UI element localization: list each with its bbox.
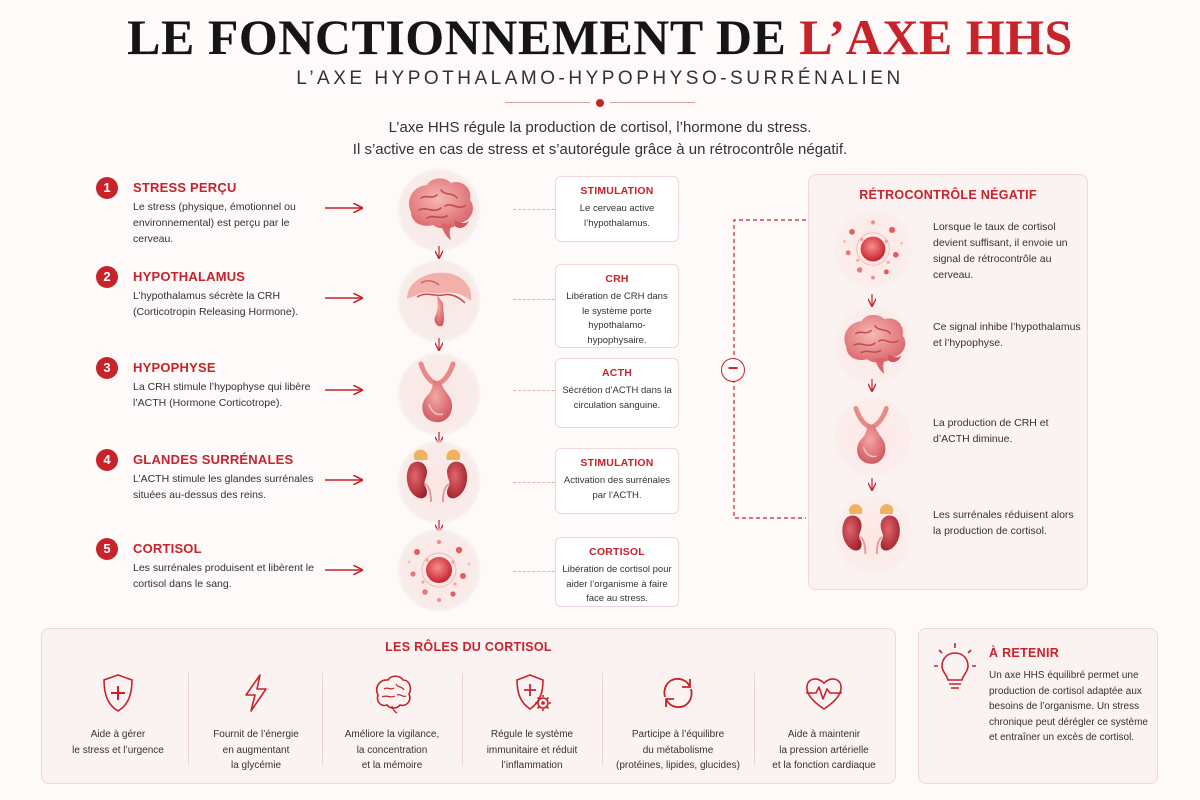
info-box-title: STIMULATION bbox=[580, 185, 654, 197]
hypothalamus-icon bbox=[397, 259, 481, 343]
divider bbox=[188, 673, 189, 765]
role-line: Fournit de l’énergie bbox=[213, 729, 299, 740]
step-number: 4 bbox=[96, 449, 118, 471]
divider bbox=[602, 673, 603, 765]
step-number: 2 bbox=[96, 266, 118, 288]
lightbulb-icon bbox=[933, 641, 977, 693]
step-title: HYPOTHALAMUS bbox=[133, 269, 246, 284]
role-item-3 bbox=[324, 671, 460, 779]
arrow-down-icon bbox=[868, 294, 876, 308]
brain-icon bbox=[833, 305, 913, 385]
info-box-text: Sécrétion d’ACTH dans la circulation sanguine. bbox=[562, 385, 672, 411]
retain-panel bbox=[918, 628, 1158, 784]
role-line: Aide à maintenir bbox=[787, 729, 861, 740]
roles-title: LES RÔLES DU CORTISOL bbox=[385, 640, 552, 654]
info-box-text: Activation des surrénales par l’ACTH. bbox=[563, 475, 671, 501]
connector-line bbox=[513, 482, 555, 483]
role-line: en augmentant bbox=[222, 744, 290, 756]
pituitary-icon bbox=[397, 352, 481, 436]
role-line: la concentration bbox=[356, 744, 428, 756]
cortisol-molecule-icon bbox=[833, 209, 913, 289]
step-description: Les surrénales produisent et libèrent le cortisol dans le sang. bbox=[133, 562, 314, 590]
cortisol-roles-panel bbox=[41, 628, 896, 784]
arrow-right-icon bbox=[325, 564, 365, 576]
connector-line bbox=[513, 209, 555, 210]
arrow-right-icon bbox=[325, 202, 365, 214]
shield-plus-icon bbox=[96, 671, 140, 715]
feedback-title: RÉTROCONTRÔLE NÉGATIF bbox=[859, 188, 1037, 202]
role-item-6 bbox=[756, 671, 892, 779]
retain-title: À RETENIR bbox=[989, 646, 1060, 660]
divider bbox=[462, 673, 463, 765]
role-line: et la fonction cardiaque bbox=[772, 760, 876, 771]
role-item-5 bbox=[604, 671, 752, 779]
title-accent: L’AXE HHS bbox=[799, 9, 1073, 65]
info-box-title: ACTH bbox=[602, 367, 632, 379]
connector-line bbox=[513, 390, 555, 391]
info-box-title: CRH bbox=[605, 273, 629, 285]
info-box-2 bbox=[555, 264, 679, 348]
step-title: CORTISOL bbox=[133, 541, 202, 556]
arrow-down-icon bbox=[435, 246, 443, 260]
step-title: GLANDES SURRÉNALES bbox=[133, 452, 294, 467]
step-description: L’hypothalamus sécrète la CRH (Corticotropin Releasing Hormone). bbox=[133, 290, 299, 318]
feedback-text: Lorsque le taux de cortisol devient suffisant, il envoie un signal de rétrocontrôle au cerveau. bbox=[933, 221, 1068, 281]
feedback-text: Les surrénales réduisent alors la production de cortisol. bbox=[933, 509, 1074, 537]
role-item-2 bbox=[190, 671, 322, 779]
retain-text: Un axe HHS équilibré permet une production de cortisol adaptée aux besoins de l’organisme. Un stress chronique peut dérégler ce système et entraîner un excès de cortisol. bbox=[989, 670, 1148, 743]
intro-line-2: Il s’active en cas de stress et s’autorégule grâce à un rétrocontrôle négatif. bbox=[352, 141, 848, 158]
info-box-title: STIMULATION bbox=[580, 457, 654, 469]
arrow-down-icon bbox=[435, 338, 443, 352]
step-description: Le stress (physique, émotionnel ou environnemental) est perçu par le cerveau. bbox=[133, 201, 296, 245]
kidneys-icon bbox=[833, 495, 913, 575]
intro-line-1: L’axe HHS régule la production de cortisol, l’hormone du stress. bbox=[388, 119, 812, 136]
step-title: STRESS PERÇU bbox=[133, 180, 237, 195]
role-line: la pression artérielle bbox=[779, 744, 869, 756]
feedback-text: Ce signal inhibe l’hypothalamus et l’hypophyse. bbox=[933, 321, 1081, 349]
feedback-text: La production de CRH et d’ACTH diminue. bbox=[933, 417, 1049, 445]
role-line: (protéines, lipides, glucides) bbox=[616, 760, 740, 771]
role-line: Améliore la vigilance, bbox=[344, 729, 440, 740]
lightning-icon bbox=[234, 671, 278, 715]
brain-icon bbox=[397, 168, 481, 252]
feedback-item-3 bbox=[833, 397, 1083, 477]
title-divider bbox=[505, 96, 695, 110]
divider bbox=[754, 673, 755, 765]
cycle-arrows-icon bbox=[656, 671, 700, 715]
role-line: le stress et l’urgence bbox=[72, 744, 164, 756]
info-box-title: CORTISOL bbox=[589, 546, 645, 558]
role-line: Aide à gérer bbox=[90, 729, 146, 740]
role-item-1 bbox=[50, 671, 186, 779]
connector-line bbox=[513, 571, 555, 572]
step-description: L’ACTH stimule les glandes surrénales situées au-dessus des reins. bbox=[133, 473, 314, 501]
info-box-text: Libération de CRH dans le système porte hypothalamo-hypophysaire. bbox=[566, 291, 668, 346]
step-title: HYPOPHYSE bbox=[133, 360, 216, 375]
arrow-right-icon bbox=[325, 292, 365, 304]
role-line: Participe à l’équilibre bbox=[631, 729, 725, 740]
role-line: la glycémie bbox=[230, 760, 282, 771]
intro-text bbox=[0, 117, 1200, 161]
divider bbox=[322, 673, 323, 765]
title-main: LE FONCTIONNEMENT DE bbox=[127, 9, 800, 65]
arrow-down-icon bbox=[868, 478, 876, 492]
page-subtitle: L’AXE HYPOTHALAMO-HYPOPHYSO-SURRÉNALIEN bbox=[296, 68, 904, 89]
feedback-item-1 bbox=[833, 209, 1083, 289]
arrow-down-icon bbox=[868, 379, 876, 393]
info-box-text: Le cerveau active l’hypothalamus. bbox=[579, 203, 655, 229]
info-box-4 bbox=[555, 448, 679, 514]
inhibition-minus-icon: − bbox=[721, 358, 745, 382]
cortisol-molecule-icon bbox=[397, 528, 481, 612]
info-box-text: Libération de cortisol pour aider l’organisme à faire face au stress. bbox=[562, 564, 672, 604]
arrow-right-icon bbox=[325, 474, 365, 486]
feedback-panel bbox=[808, 174, 1088, 590]
kidneys-icon bbox=[397, 440, 481, 524]
role-line: l’inflammation bbox=[501, 760, 563, 771]
step-description: La CRH stimule l’hypophyse qui libère l’ACTH (Hormone Corticotrope). bbox=[133, 381, 311, 409]
step-number: 1 bbox=[96, 177, 118, 199]
step-number: 5 bbox=[96, 538, 118, 560]
role-item-4 bbox=[464, 671, 600, 779]
role-line: immunitaire et réduit bbox=[486, 744, 578, 756]
feedback-item-4 bbox=[833, 495, 1083, 575]
role-line: du métabolisme bbox=[642, 744, 714, 756]
role-line: Régule le système bbox=[490, 729, 574, 740]
connector-line bbox=[513, 299, 555, 300]
shield-gear-icon bbox=[510, 671, 554, 715]
role-line: et la mémoire bbox=[361, 760, 423, 771]
info-box-3 bbox=[555, 358, 679, 428]
step-number: 3 bbox=[96, 357, 118, 379]
info-box-1 bbox=[555, 176, 679, 242]
arrow-right-icon bbox=[325, 384, 365, 396]
heart-pulse-icon bbox=[802, 671, 846, 715]
pituitary-icon bbox=[833, 397, 913, 477]
page-title bbox=[0, 8, 1200, 66]
info-box-5 bbox=[555, 537, 679, 607]
feedback-item-2 bbox=[833, 305, 1083, 385]
brain-outline-icon bbox=[370, 671, 414, 715]
